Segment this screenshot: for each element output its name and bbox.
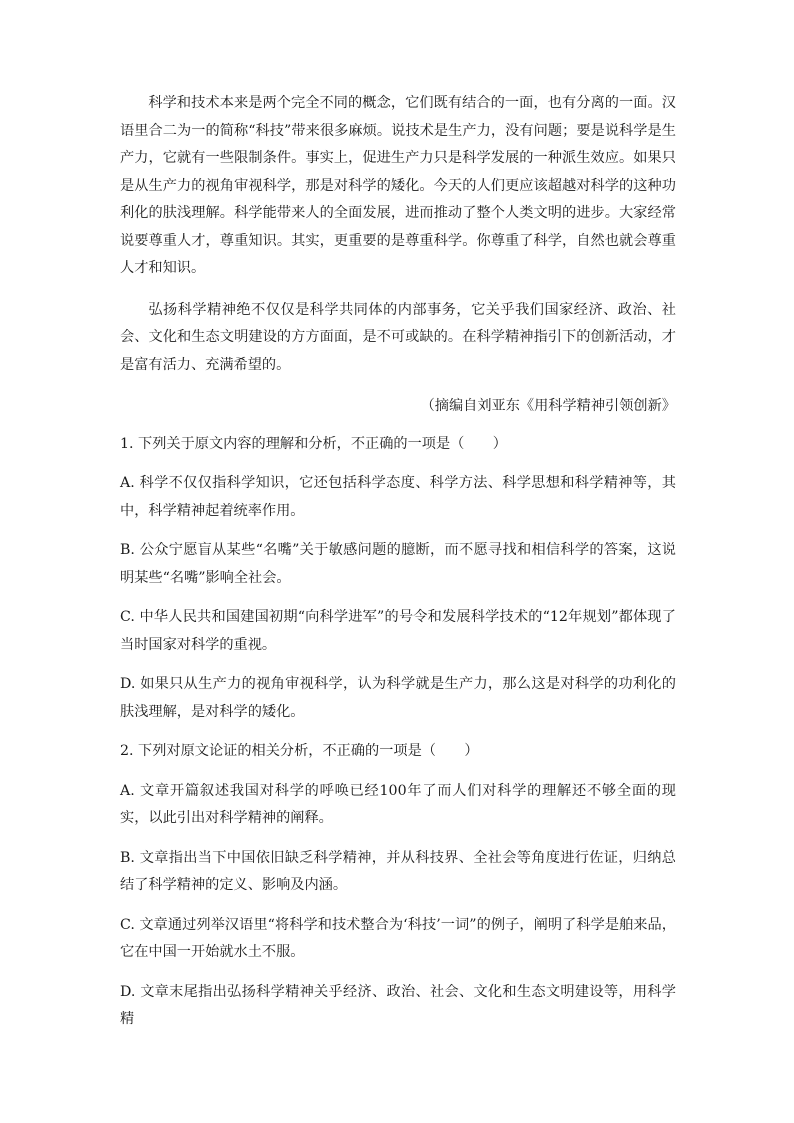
option-c: C. 文章通过列举汉语里“将科学和技术整合为‘科技’一词”的例子，阐明了科学是舶来品，它在中国一开始就水土不服。 (120, 916, 676, 960)
question-stem: 1. 下列关于原文内容的理解和分析，不正确的一项是（ ） (120, 435, 507, 452)
document-page (120, 90, 676, 1046)
option-c: C. 中华人民共和国建国初期“向科学进军”的号令和发展科学技术的“12年规划”都体现了当时国家对科学的重视。 (120, 609, 676, 653)
option-d: D. 如果只从生产力的视角审视科学，认为科学就是生产力，那么这是对科学的功利化的肤浅理解，是对科学的矮化。 (120, 676, 676, 720)
question-stem: 2. 下列对原文论证的相关分析，不正确的一项是（ ） (120, 743, 479, 759)
option-a: A. 文章开篇叙述我国对科学的呼唤已经100年了而人们对科学的理解还不够全面的现实，以此引出对科学精神的阐释。 (120, 782, 676, 826)
option-d: D. 文章末尾指出弘扬科学精神关乎经济、政治、社会、文化和生态文明建设等，用科学精 (120, 983, 676, 1027)
option-a: A. 科学不仅仅指科学知识，它还包括科学态度、科学方法、科学思想和科学精神等，其中，科学精神起着统率作用。 (120, 475, 676, 519)
passage-paragraph-1: 科学和技术本来是两个完全不同的概念，它们既有结合的一面，也有分离的一面。汉语里合二为一的简称“科技”带来很多麻烦。说技术是生产力，没有问题；要是说科学是生产力，它就有一些限制条件。事实上，促进生产力只是科学发展的一种派生效应。如果只是从生产力的视角审视科学，那是对科学的矮化。今天的人们更应该超越对科学的这种功利化的肤浅理解。科学能带来人的全面发展，进而推动了整个人类文明的进步。大家经常说要尊重人才，尊重知识。其实，更重要的是尊重科学。你尊重了科学，自然也就会尊重人才和知识。 (120, 95, 676, 276)
option-b: B. 公众宁愿盲从某些“名嘴”关于敏感问题的臆断，而不愿寻找和相信科学的答案，这说明某些“名嘴”影响全社会。 (120, 542, 676, 586)
option-b: B. 文章指出当下中国依旧缺乏科学精神，并从科技界、全社会等角度进行佐证，归纳总结了科学精神的定义、影响及内涵。 (120, 849, 676, 893)
question-2 (120, 738, 676, 1034)
passage-source: （摘编自刘亚东《用科学精神引领创新》 (420, 398, 676, 414)
passage-paragraph-2: 弘扬科学精神绝不仅仅是科学共同体的内部事务，它关乎我们国家经济、政治、社会、文化和生态文明建设的方方面面，是不可或缺的。在科学精神指引下的创新活动，才是富有活力、充满希望的。 (120, 301, 676, 373)
question-1 (120, 431, 676, 727)
